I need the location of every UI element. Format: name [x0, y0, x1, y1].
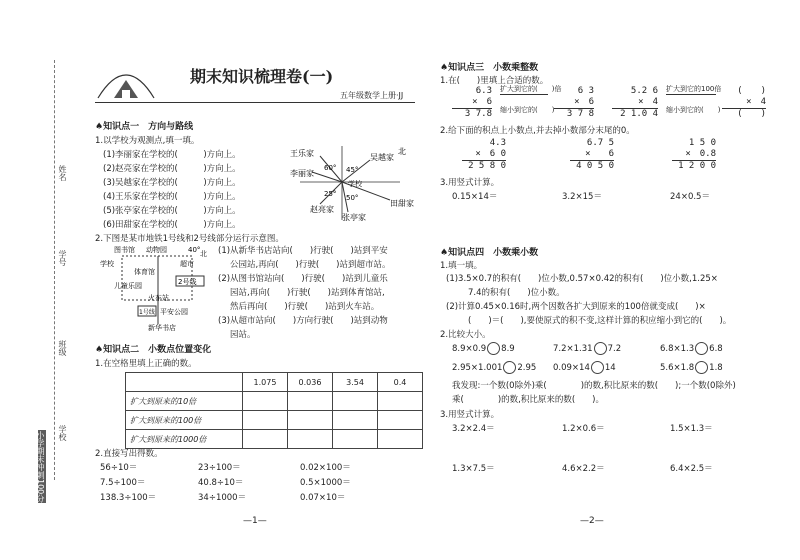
compare-item: 6.8×1.3 6.8: [660, 344, 723, 354]
map-zhang: 张亭家: [342, 213, 366, 222]
arrow-right-icon: [500, 94, 548, 95]
side-brand-text: 小学期末冲刺100分: [36, 431, 45, 503]
calc-item: 138.3÷100＝: [100, 493, 157, 503]
metro-item-3b: 园站。: [230, 330, 256, 340]
question-3-1: 1.在( )里填上合适的数。: [440, 76, 549, 86]
table-row: [126, 430, 423, 449]
question-1-2: 2.下图是某市地铁1号线和2号线部分运行示意图。: [95, 234, 284, 244]
calc-item: 1.2×0.6＝: [562, 424, 605, 434]
direction-item-2: (2)赵亮家在学校的( )方向上。: [103, 164, 241, 174]
map-north: 北: [398, 147, 406, 156]
metro-item-2c: 然后再向( )行驶( )站到火车站。: [230, 302, 380, 312]
binding-dashed-line: [54, 60, 55, 480]
section-heading-1: ♠知识点一 方向与路线: [95, 122, 194, 132]
vertical-calc-1b: 6 3 × 6 3 7 8: [554, 86, 594, 120]
compare-circle[interactable]: [695, 342, 708, 355]
arrow-label-4: 缩小到它的( ): [666, 106, 721, 114]
vertical-calc-2a: 5.2 6 × 4 2 1.0 4: [612, 86, 658, 120]
metro-xinhua: 新华书店: [148, 324, 176, 332]
spade-icon: ♠: [95, 345, 104, 355]
direction-item-5: (5)张亭家在学校的( )方向上。: [103, 206, 241, 216]
calc-item: 23÷100＝: [198, 463, 241, 473]
metro-map: [100, 244, 215, 336]
answer-cell[interactable]: [333, 411, 378, 430]
metro-item-1a: (1)从新华书店站向( )行驶( )站到平安: [218, 246, 388, 256]
section-heading-2: ♠知识点二 小数点位置变化: [95, 345, 212, 355]
answer-cell[interactable]: [333, 430, 378, 449]
map-school: 学校: [348, 180, 362, 188]
answer-cell[interactable]: [378, 392, 423, 411]
direction-item-1: (1)李丽家在学校的( )方向上。: [103, 150, 241, 160]
compare-item: 7.2×1.31 7.2: [553, 344, 622, 354]
question-4-1: 1.填一填。: [440, 261, 483, 271]
title-divider: [95, 102, 415, 103]
question-2-1: 1.在空格里填上正确的数。: [95, 359, 197, 369]
calc-item: 1.5×1.3＝: [670, 424, 713, 434]
direction-map: [290, 142, 420, 224]
answer-cell[interactable]: [378, 430, 423, 449]
calc-item: 0.07×10＝: [300, 493, 346, 503]
answer-cell[interactable]: [243, 411, 288, 430]
direction-item-6: (6)田甜家在学校的( )方向上。: [103, 220, 241, 230]
metro-school: 学校: [100, 260, 114, 268]
compare-item: 5.6×1.8 1.8: [660, 363, 723, 373]
metro-kids: 儿童乐园: [114, 282, 142, 290]
section-heading-4: ♠知识点四 小数乘小数: [440, 248, 539, 258]
map-wu: 吴越家: [370, 153, 394, 162]
fill-line-3: (2)计算0.45×0.16时,两个因数各扩大到原来的100倍就变成( )×: [446, 302, 706, 312]
map-li: 李丽家: [290, 169, 314, 178]
metro-gym: 体育馆: [134, 268, 155, 276]
table-row: [126, 392, 423, 411]
map-angle-3: 25°: [324, 190, 337, 198]
map-angle-2: 45°: [346, 166, 359, 174]
answer-cell[interactable]: [243, 430, 288, 449]
brand-logo: [90, 58, 162, 104]
calc-item: 7.5÷100＝: [100, 478, 146, 488]
calc-item: 24×0.5＝: [670, 192, 710, 202]
map-tian: 田甜家: [390, 199, 414, 208]
table-header: 0.4: [378, 373, 423, 392]
calc-item: 3.2×15＝: [562, 192, 602, 202]
calc-item: 0.02×100＝: [300, 463, 351, 473]
product-calc-3: 1 5 0 × 0.8 1 2 0 0: [672, 138, 716, 172]
compare-circle[interactable]: [503, 361, 516, 374]
question-4-3: 3.用竖式计算。: [440, 410, 500, 420]
question-3-2: 2.给下面的积点上小数点,并去掉小数部分末尾的0。: [440, 126, 635, 136]
table-row-label: 扩大到原来的10倍: [126, 392, 243, 411]
section-heading-3: ♠知识点三 小数乘整数: [440, 63, 539, 73]
question-1-1: 1.以学校为观测点,填一填。: [95, 136, 200, 146]
question-4-2: 2.比较大小。: [440, 330, 491, 340]
calc-item: 4.6×2.2＝: [562, 464, 605, 474]
question-3-3: 3.用竖式计算。: [440, 178, 500, 188]
answer-cell[interactable]: [288, 392, 333, 411]
answer-cell[interactable]: [288, 411, 333, 430]
spade-icon: ♠: [440, 63, 449, 73]
compare-circle[interactable]: [487, 342, 500, 355]
map-zhao: 赵亮家: [310, 205, 334, 214]
arrow-label-1: 扩大到它的( )倍: [500, 85, 562, 93]
answer-cell[interactable]: [243, 392, 288, 411]
compare-item: 0.09×14 14: [553, 363, 616, 373]
decimal-table: [125, 372, 423, 449]
answer-cell[interactable]: [333, 392, 378, 411]
metro-deg: 40°: [188, 246, 201, 254]
compare-circle[interactable]: [591, 361, 604, 374]
vertical-calc-2b: ( ) × 4 ( ): [722, 86, 766, 120]
map-angle-1: 60°: [324, 164, 337, 172]
arrow-label-3: 扩大到它的100倍: [666, 85, 722, 93]
question-2-2: 2.直接写出得数。: [95, 449, 163, 459]
metro-station: 火车站: [148, 294, 169, 302]
table-row-label: 扩大到原来的1000倍: [126, 430, 243, 449]
calc-item: 1.3×7.5＝: [452, 464, 495, 474]
calc-item: 34÷1000＝: [198, 493, 247, 503]
compare-item: 2.95×1.001 2.95: [452, 363, 537, 373]
compare-circle[interactable]: [594, 342, 607, 355]
calc-item: 0.15×14＝: [452, 192, 498, 202]
answer-cell[interactable]: [288, 430, 333, 449]
binding-gutter: [0, 0, 74, 560]
metro-line1: 1号线: [139, 309, 155, 316]
table-header: 3.54: [333, 373, 378, 392]
metro-park: 平安公园: [160, 308, 188, 316]
name-label: 姓名: [58, 165, 67, 181]
calc-item: 0.5×1000＝: [300, 478, 351, 488]
fill-line-4: ( )＝( ),要使原式的积不变,这样计算的积应缩小到它的( )。: [468, 316, 732, 326]
spade-icon: ♠: [95, 122, 104, 132]
map-wang: 王乐家: [290, 149, 314, 158]
metro-item-2b: 园站,再向( )行驶( )站到体育馆站,: [230, 288, 385, 298]
metro-item-3a: (3)从超市站向( )方向行驶( )站到动物: [218, 316, 388, 326]
metro-line2: 2号线: [178, 278, 197, 286]
grade-label: 五年级数学上册·JJ: [340, 91, 404, 100]
calc-item: 6.4×2.5＝: [670, 464, 713, 474]
direction-item-3: (3)吴越家在学校的( )方向上。: [103, 178, 241, 188]
metro-north: 北: [200, 250, 207, 258]
fill-line-1: (1)3.5×0.7的积有( )位小数,0.57×0.42的积有( )位小数,1.25×: [446, 274, 718, 284]
metro-zoo: 动物园: [146, 246, 167, 254]
map-angle-4: 50°: [346, 194, 359, 202]
table-row: [126, 411, 423, 430]
compare-circle[interactable]: [695, 361, 708, 374]
page-number-1: —1—: [243, 516, 267, 526]
table-row-label: 扩大到原来的100倍: [126, 411, 243, 430]
calc-item: 3.2×2.4＝: [452, 424, 495, 434]
metro-item-2a: (2)从图书馆站向( )行驶( )站到儿童乐: [218, 274, 388, 284]
table-header: 0.036: [288, 373, 333, 392]
spade-icon: ♠: [440, 248, 449, 258]
metro-market: 超市: [180, 260, 194, 268]
direction-item-4: (4)王乐家在学校的( )方向上。: [103, 192, 241, 202]
calc-item: 40.8÷10＝: [198, 478, 244, 488]
arrow-right-icon: [666, 94, 716, 95]
product-calc-2: 6.7 5 × 6 4 0 5 0: [570, 138, 614, 172]
table-header: 1.075: [243, 373, 288, 392]
product-calc-1: 4.3 × 6 0 2 5 8 0: [462, 138, 506, 172]
table-corner: [126, 373, 243, 392]
page-number-2: —2—: [580, 516, 604, 526]
calc-item: 56÷10＝: [100, 463, 138, 473]
vertical-calc-1a: 6.3 × 6 3 7.8: [452, 86, 492, 120]
metro-item-1b: 公园站,再向( )行驶( )站到超市站。: [230, 260, 391, 270]
compare-item: 8.9×0.9 8.9: [452, 344, 515, 354]
fill-line-2: 7.4的积有( )位小数。: [468, 288, 565, 298]
school-label: 学校: [58, 425, 67, 441]
class-label: 班级: [58, 340, 67, 356]
answer-cell[interactable]: [378, 411, 423, 430]
finding-line-2: 乘( )的数,积比原来的数( )。: [452, 395, 604, 405]
arrow-label-2: 缩小到它的( ): [500, 106, 555, 114]
metro-library: 图书馆: [114, 246, 135, 254]
page-title: 期末知识梳理卷(一): [190, 67, 334, 86]
finding-line-1: 我发现:一个数(0除外)乘( )的数,积比原来的数( );一个数(0除外): [452, 381, 736, 391]
student-id-label: 学号: [58, 250, 67, 266]
